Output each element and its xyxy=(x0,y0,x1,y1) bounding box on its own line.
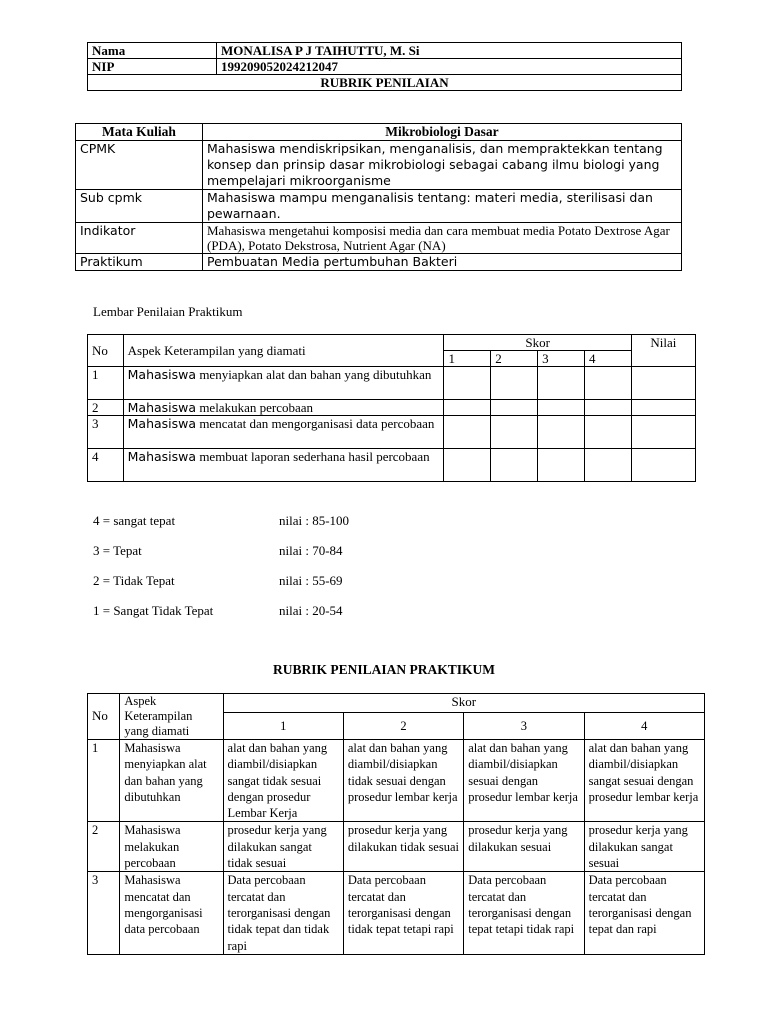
nilai-header: Nilai xyxy=(631,335,695,367)
criteria-cell: Data percobaan tercatat dan terorganisasi dengan tidak tepat dan tidak rapi xyxy=(223,872,343,954)
row-subject: Mahasiswa xyxy=(127,416,197,431)
score-2-header: 2 xyxy=(343,713,463,740)
row-aspek: Mahasiswa melakukan percobaan xyxy=(120,822,223,872)
scale-range: nilai : 55-69 xyxy=(279,573,343,588)
row-subject: Mahasiswa xyxy=(127,400,197,415)
nip-label: NIP xyxy=(88,59,217,75)
score-3-header: 3 xyxy=(464,713,584,740)
row-aspek xyxy=(123,367,444,400)
indikator-value: Mahasiswa mengetahui komposisi media dan cara membuat media Potato Dextrose Agar (PDA), Potato Dekstrosa, Nutrient Agar (NA) xyxy=(203,223,682,254)
criteria-cell: Data percobaan tercatat dan terorganisasi dengan tidak tepat tetapi rapi xyxy=(343,872,463,954)
scale-item xyxy=(93,543,493,559)
cpmk-row xyxy=(76,141,682,190)
sub-cpmk-label: Sub cpmk xyxy=(76,190,203,223)
score-cell[interactable] xyxy=(584,400,631,416)
score-cell[interactable] xyxy=(491,416,538,449)
score-cell[interactable] xyxy=(444,416,491,449)
rubric-table xyxy=(87,693,705,955)
scale-label: 3 = Tepat xyxy=(93,543,142,558)
criteria-cell: prosedur kerja yang dilakukan sangat sesuai xyxy=(584,822,704,872)
no-header: No xyxy=(88,694,120,740)
nilai-cell[interactable] xyxy=(631,367,695,400)
scale-label: 2 = Tidak Tepat xyxy=(93,573,175,588)
score-2-header: 2 xyxy=(491,351,538,367)
indikator-row xyxy=(76,223,682,254)
row-no: 2 xyxy=(88,822,120,872)
score-cell[interactable] xyxy=(444,367,491,400)
nilai-cell[interactable] xyxy=(631,449,695,482)
lembar-penilaian-title: Lembar Penilaian Praktikum xyxy=(93,304,243,319)
row-aspek: Mahasiswa mencatat dan mengorganisasi data percobaan xyxy=(120,872,223,954)
score-cell[interactable] xyxy=(584,449,631,482)
score-4-header: 4 xyxy=(584,713,704,740)
rubric-header-row xyxy=(88,694,705,713)
score-sheet-table xyxy=(87,334,696,482)
criteria-cell: alat dan bahan yang diambil/disiapkan tidak sesuai dengan prosedur lembar kerja xyxy=(343,740,463,822)
row-aspek: Mahasiswa menyiapkan alat dan bahan yang dibutuhkan xyxy=(120,740,223,822)
table-row xyxy=(88,367,696,400)
scale-range: nilai : 70-84 xyxy=(279,543,343,558)
course-table xyxy=(75,123,682,271)
scale-label: 1 = Sangat Tidak Tepat xyxy=(93,603,214,618)
scale-range: nilai : 85-100 xyxy=(279,513,350,528)
table-row xyxy=(88,740,705,822)
row-subject: Mahasiswa xyxy=(127,449,197,464)
aspek-header: Aspek Keterampilan yang diamati xyxy=(120,694,223,740)
praktikum-value: Pembuatan Media pertumbuhan Bakteri xyxy=(203,254,682,271)
table-row xyxy=(88,400,696,416)
criteria-cell: alat dan bahan yang diambil/disiapkan sangat sesuai dengan prosedur lembar kerja xyxy=(584,740,704,822)
criteria-cell: prosedur kerja yang dilakukan sangat tidak sesuai xyxy=(223,822,343,872)
row-no: 3 xyxy=(88,872,120,954)
row-aspek xyxy=(123,400,444,416)
score-cell[interactable] xyxy=(444,449,491,482)
no-header: No xyxy=(88,335,124,367)
score-cell[interactable] xyxy=(584,367,631,400)
row-aspek-text: menyiapkan alat dan bahan yang dibutuhkan xyxy=(196,367,432,382)
cpmk-value: Mahasiswa mendiskripsikan, menganalisis, dan mempraktekkan tentang konsep dan prinsip dasar mikrobiologi sebagai cabang ilmu biologi yang mempelajari mikroorganisme xyxy=(203,141,682,190)
nip-row xyxy=(88,59,682,75)
sub-cpmk-value: Mahasiswa mampu menganalisis tentang: materi media, sterilisasi dan pewarnaan. xyxy=(203,190,682,223)
row-no: 1 xyxy=(88,740,120,822)
praktikum-label: Praktikum xyxy=(76,254,203,271)
nama-label: Nama xyxy=(88,43,217,59)
table-row xyxy=(88,872,705,954)
scale-item xyxy=(93,603,493,619)
score-cell[interactable] xyxy=(584,416,631,449)
criteria-cell: Data percobaan tercatat dan terorganisasi dengan tepat dan rapi xyxy=(584,872,704,954)
score-header-row xyxy=(88,335,696,351)
score-cell[interactable] xyxy=(491,367,538,400)
score-cell[interactable] xyxy=(538,400,585,416)
rubrik-praktikum-title: RUBRIK PENILAIAN PRAKTIKUM xyxy=(272,662,495,677)
nama-row xyxy=(88,43,682,59)
row-subject: Mahasiswa xyxy=(127,367,197,382)
score-cell[interactable] xyxy=(444,400,491,416)
table-row xyxy=(88,449,696,482)
criteria-cell: prosedur kerja yang dilakukan sesuai xyxy=(464,822,584,872)
title-row xyxy=(88,75,682,91)
row-no: 2 xyxy=(88,400,124,416)
score-1-header: 1 xyxy=(223,713,343,740)
scale-label: 4 = sangat tepat xyxy=(93,513,176,528)
score-3-header: 3 xyxy=(538,351,585,367)
criteria-cell: alat dan bahan yang diambil/disiapkan sangat tidak sesuai dengan prosedur Lembar Kerja xyxy=(223,740,343,822)
criteria-cell: alat dan bahan yang diambil/disiapkan sesuai dengan prosedur lembar kerja xyxy=(464,740,584,822)
mata-kuliah-row xyxy=(76,124,682,141)
score-cell[interactable] xyxy=(491,400,538,416)
table-row xyxy=(88,822,705,872)
nilai-cell[interactable] xyxy=(631,400,695,416)
skor-header: Skor xyxy=(444,335,631,351)
row-aspek-text: membuat laporan sederhana hasil percobaan xyxy=(196,449,430,464)
rubrik-penilaian-title: RUBRIK PENILAIAN xyxy=(88,75,682,91)
nip-value: 199209052024212047 xyxy=(217,59,682,75)
scale-range: nilai : 20-54 xyxy=(279,603,343,618)
mata-kuliah-label: Mata Kuliah xyxy=(76,124,203,141)
score-cell[interactable] xyxy=(538,416,585,449)
row-no: 3 xyxy=(88,416,124,449)
nilai-cell[interactable] xyxy=(631,416,695,449)
score-1-header: 1 xyxy=(444,351,491,367)
aspek-header: Aspek Keterampilan yang diamati xyxy=(123,335,444,367)
table-row xyxy=(88,416,696,449)
scale-item xyxy=(93,573,493,589)
row-aspek-text: mencatat dan mengorganisasi data percobaan xyxy=(196,416,435,431)
row-aspek-text: melakukan percobaan xyxy=(196,400,314,415)
skor-header: Skor xyxy=(223,694,704,713)
identity-table xyxy=(87,42,682,91)
score-4-header: 4 xyxy=(584,351,631,367)
score-cell[interactable] xyxy=(491,449,538,482)
cpmk-label: CPMK xyxy=(76,141,203,190)
nama-value: MONALISA P J TAIHUTTU, M. Si xyxy=(217,43,682,59)
row-aspek xyxy=(123,416,444,449)
indikator-label: Indikator xyxy=(76,223,203,254)
score-cell[interactable] xyxy=(538,449,585,482)
score-cell[interactable] xyxy=(538,367,585,400)
scale-item xyxy=(93,513,493,529)
row-aspek xyxy=(123,449,444,482)
praktikum-row xyxy=(76,254,682,271)
row-no: 1 xyxy=(88,367,124,400)
criteria-cell: Data percobaan tercatat dan terorganisasi dengan tepat tetapi tidak rapi xyxy=(464,872,584,954)
mata-kuliah-value: Mikrobiologi Dasar xyxy=(203,124,682,141)
criteria-cell: prosedur kerja yang dilakukan tidak sesuai xyxy=(343,822,463,872)
sub-cpmk-row xyxy=(76,190,682,223)
row-no: 4 xyxy=(88,449,124,482)
